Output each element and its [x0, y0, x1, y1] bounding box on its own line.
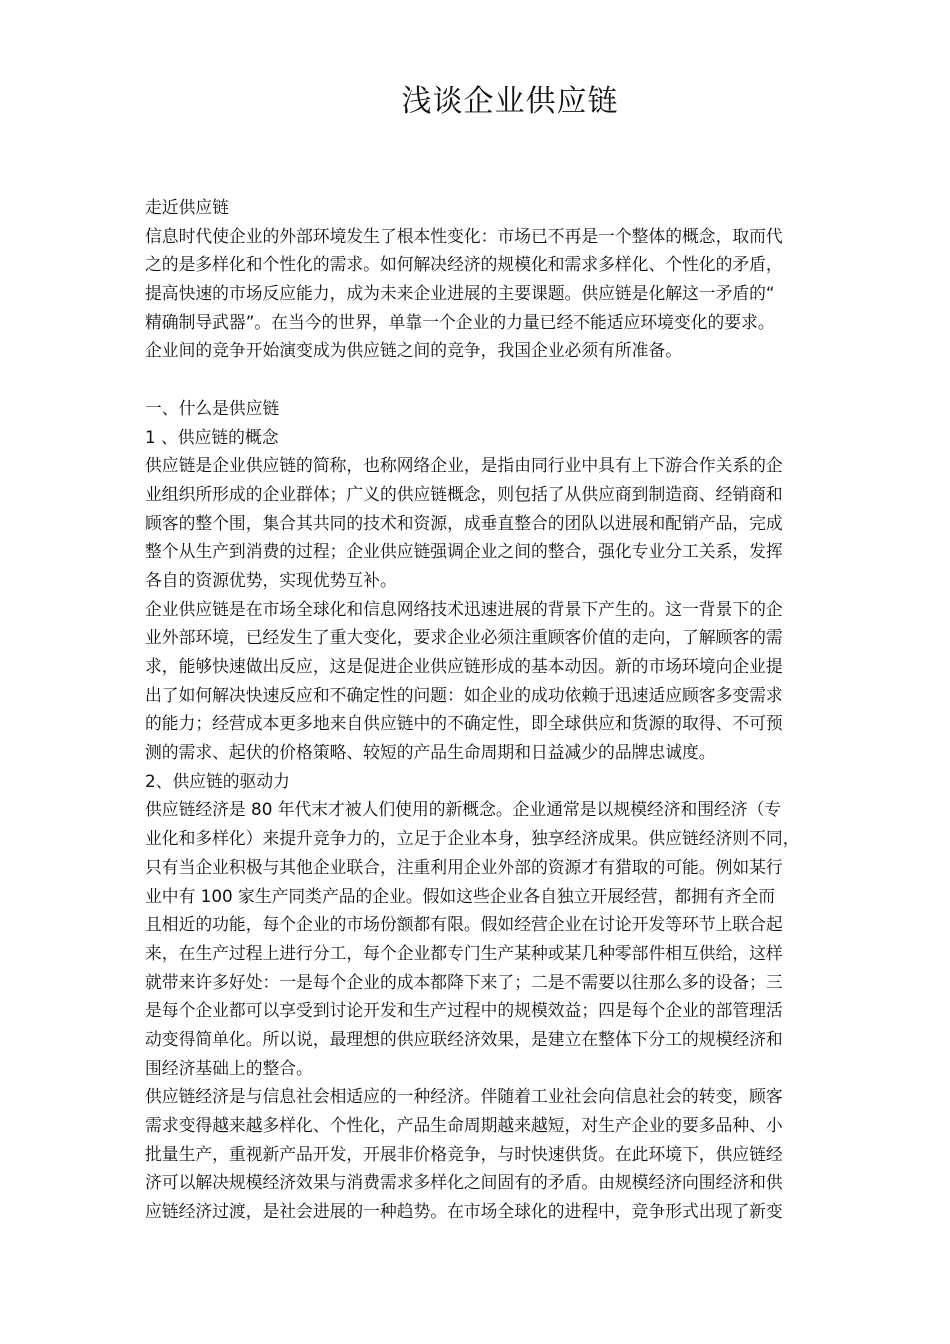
- text-line: 业外部环境，已经发生了重大变化，要求企业必须注重顾客价值的走向，了解顾客的需: [145, 627, 783, 648]
- text-line: 整个从生产到消费的过程；企业供应链强调企业之间的整合，强化专业分工关系，发挥: [145, 541, 783, 562]
- text-line: 就带来许多好处：一是每个企业的成本都降下来了；二是不需要以往那么多的设备；三: [145, 971, 783, 992]
- text-line: 批量生产，重视新产品开发，开展非价格竞争，与时快速供货。在此环境下，供应链经: [145, 1143, 783, 1164]
- text-line: 提高快速的市场反应能力，成为未来企业进展的主要课题。供应链是化解这一矛盾的“: [145, 283, 775, 304]
- text-line: 走近供应链: [145, 197, 229, 217]
- text-line: 业化和多样化）来提升竞争力的，立足于企业本身，独享经济成果。供应链经济则不同，: [145, 828, 800, 849]
- text-line: 业中有 100 家生产同类产品的企业。假如这些企业各自独立开展经营，都拥有齐全而: [145, 885, 776, 906]
- text-line: 测的需求、起伏的价格策略、较短的产品生命周期和日益减少的品牌忠诚度。: [145, 742, 716, 763]
- text-line: 动变得简单化。所以说，最理想的供应联经济效果，是建立在整体下分工的规模经济和: [145, 1028, 783, 1049]
- text-line: 是每个企业都可以享受到讨论开发和生产过程中的规模效益；四是每个企业的部管理活: [145, 1000, 783, 1021]
- text-line: 顾客的整个围，集合其共同的技术和资源，成垂直整合的团队以进展和配销产品，完成: [145, 512, 783, 533]
- text-line: 企业供应链是在市场全球化和信息网络技术迅速进展的背景下产生的。这一背景下的企: [145, 598, 783, 619]
- text-line: 业组织所形成的企业群体；广义的供应链概念，则包括了从供应商到制造商、经销商和: [145, 483, 783, 504]
- text-line: 2、供应链的驱动力: [145, 770, 290, 791]
- document-body: [145, 193, 890, 1226]
- document-title: 浅谈企业供应链: [401, 84, 619, 119]
- text-line: 企业间的竞争开始演变成为供应链之间的竞争，我国企业必须有所准备。: [145, 340, 683, 361]
- blank-line: [145, 365, 890, 394]
- text-line: 1 、供应链的概念: [145, 426, 279, 447]
- text-line: 信息时代使企业的外部环境发生了根本性变化：市场已不再是一个整体的概念，取而代: [145, 225, 783, 246]
- text-line: 的能力；经营成本更多地来自供应链中的不确定性，即全球供应和货源的取得、不可预: [145, 713, 783, 734]
- text-line: 应链经济过渡，是社会进展的一种趋势。在市场全球化的进程中，竞争形式出现了新变: [145, 1201, 783, 1222]
- text-line: 济可以解决规模经济效果与消费需求多样化之间固有的矛盾。由规模经济向围经济和供: [145, 1172, 783, 1193]
- text-line: 出了如何解决快速反应和不确定性的问题：如企业的成功依赖于迅速适应顾客多变需求: [145, 684, 783, 705]
- text-line: 且相近的功能，每个企业的市场份额都有限。假如经营企业在讨论开发等环节上联合起: [145, 914, 783, 935]
- text-line: 来，在生产过程上进行分工，每个企业都专门生产某种或某几种零部件相互供给，这样: [145, 942, 783, 963]
- text-line: 求，能够快速做出反应，这是促进企业供应链形成的基本动因。新的市场环境向企业提: [145, 656, 783, 676]
- text-line: 一、什么是供应链: [145, 397, 280, 418]
- text-line: 需求变得越来越多样化、个性化，产品生命周期越来越短，对生产企业的要多品种、小: [145, 1115, 783, 1135]
- text-line: 之的是多样化和个性化的需求。如何解决经济的规模化和需求多样化、个性化的矛盾，: [145, 254, 783, 275]
- text-line: 围经济基础上的整合。: [145, 1057, 313, 1078]
- text-line: 精确制导武器”。在当今的世界，单靠一个企业的力量已经不能适应环境变化的要求。: [145, 311, 775, 332]
- text-line: 只有当企业积极与其他企业联合，注重利用企业外部的资源才有猎取的可能。例如某行: [145, 856, 783, 877]
- text-line: 供应链经济是与信息社会相适应的一种经济。伴随着工业社会向信息社会的转变，顾客: [145, 1086, 783, 1107]
- text-line: 供应链是企业供应链的简称，也称网络企业，是指由同行业中具有上下游合作关系的企: [145, 455, 783, 476]
- text-line: 各自的资源优势，实现优势互补。: [145, 569, 397, 590]
- text-line: 供应链经济是 80 年代末才被人们使用的新概念。企业通常是以规模经济和围经济（专: [145, 799, 782, 820]
